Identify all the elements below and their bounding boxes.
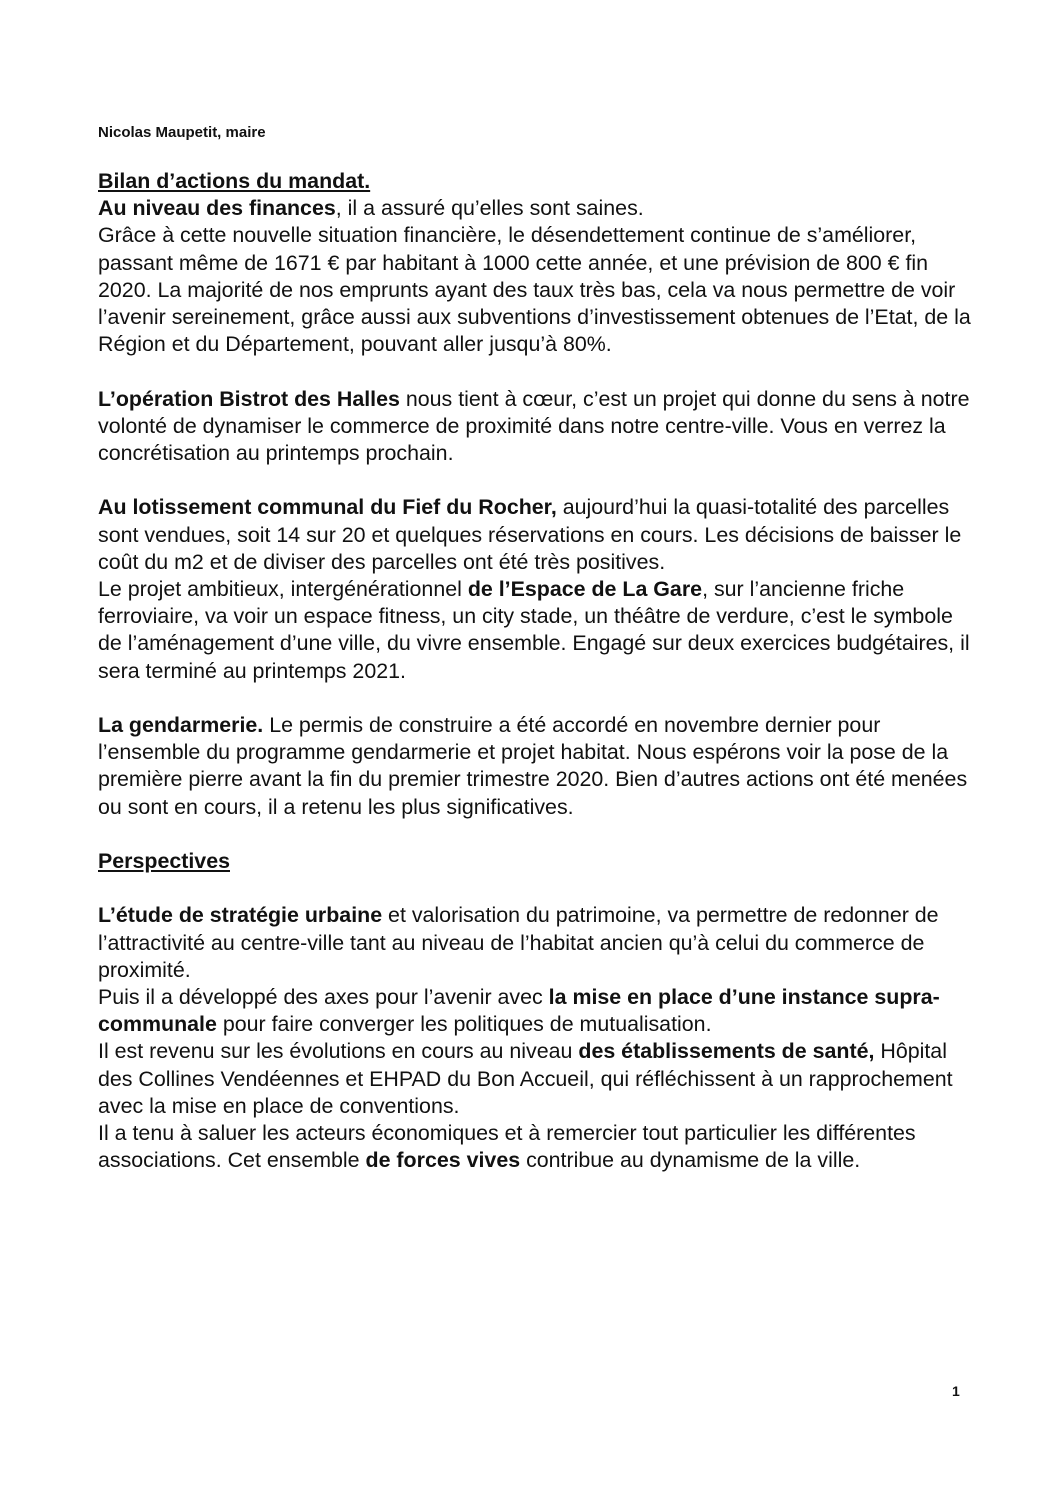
heading-perspectives: Perspectives bbox=[98, 849, 230, 874]
strategie-rest: et valorisation du patrimoine, va permettre de redonner de l’attractivité au centre-ville tant au niveau de l’habitat ancien qu’à celui du commerce de proximité. bbox=[98, 903, 939, 982]
paragraph-finances: Grâce à cette nouvelle situation financière, le désendettement continue de s’améliorer, passant même de 1671 € par habitant à 1000 cette année, et une prévision de 800 € fin 2020. La majorité de nos emprunts ayant des taux très bas, cela va nous permettre de voir l’avenir sereinement, grâce aussi aux subventions d’investissement obtenues de l’Etat, de la Région et du Département, pouvant aller jusqu’à 80%. bbox=[98, 223, 971, 357]
lotissement-lead: Au lotissement communal du Fief du Rocher, bbox=[98, 495, 557, 520]
lotissement-rest: aujourd’hui la quasi-totalité des parcelles sont vendues, soit 14 sur 20 et quelques réservations en cours. Les décisions de baisser le coût du m2 et de diviser des parcelles ont été très positives. bbox=[98, 495, 962, 574]
page-number: 1 bbox=[952, 1383, 960, 1399]
finances-rest: , il a assuré qu’elles sont saines. bbox=[335, 196, 644, 221]
supra-pre: Puis il a développé des axes pour l’avenir avec bbox=[98, 985, 549, 1010]
supra-post: pour faire converger les politiques de mutualisation. bbox=[216, 1012, 712, 1037]
paragraph-forces bbox=[98, 1120, 978, 1174]
supra-bold: la mise en place d’une instance supra-communale bbox=[98, 985, 940, 1037]
gare-post: , sur l’ancienne friche ferroviaire, va voir un espace fitness, un city stade, un théâtre de verdure, c’est le symbole de l’aménagement d’une ville, du vivre ensemble. Engagé sur deux exercices budgétaires, il sera terminé au printemps 2021. bbox=[98, 577, 970, 683]
paragraph-supra bbox=[98, 984, 978, 1038]
sante-bold: des établissements de santé, bbox=[578, 1039, 875, 1064]
gendarmerie-rest: Le permis de construire a été accordé en novembre dernier pour l’ensemble du programme gendarmerie et projet habitat. Nous espérons voir la pose de la première pierre avant la fin du premier trimestre 2020. Bien d’autres actions ont été menées ou sont en cours, il a retenu les plus significatives. bbox=[98, 713, 968, 819]
sante-post: Hôpital des Collines Vendéennes et EHPAD du Bon Accueil, qui réfléchissent à un rapprochement avec la mise en place de conventions. bbox=[98, 1039, 953, 1118]
gendarmerie-lead: La gendarmerie. bbox=[98, 713, 264, 738]
paragraph-sante bbox=[98, 1038, 978, 1120]
paragraph-gendarmerie bbox=[98, 712, 978, 821]
bistrot-rest: nous tient à cœur, c’est un projet qui donne du sens à notre volonté de dynamiser le commerce de proximité dans notre centre-ville. Vous en verrez la concrétisation au printemps prochain. bbox=[98, 386, 970, 466]
gare-bold: de l’Espace de La Gare bbox=[467, 577, 703, 602]
forces-pre: Il a tenu à saluer les acteurs économiques et à remercier tout particulier les différentes associations. Cet ensemble bbox=[98, 1121, 916, 1173]
heading-bilan: Bilan d’actions du mandat. bbox=[98, 169, 371, 193]
paragraph-strategie bbox=[98, 902, 978, 984]
paragraph-gare bbox=[98, 576, 978, 685]
paragraph-finances-intro bbox=[98, 195, 978, 222]
document-body bbox=[98, 168, 978, 1174]
sante-pre: Il est revenu sur les évolutions en cours au niveau bbox=[98, 1039, 579, 1064]
forces-bold: de forces vives bbox=[365, 1148, 521, 1173]
forces-post: contribue au dynamisme de la ville. bbox=[520, 1148, 861, 1173]
finances-lead: Au niveau des finances bbox=[98, 196, 336, 221]
strategie-lead: L’étude de stratégie urbaine bbox=[98, 903, 383, 928]
author-line: Nicolas Maupetit, maire bbox=[98, 124, 266, 141]
paragraph-lotissement bbox=[98, 494, 978, 576]
paragraph-bistrot bbox=[98, 386, 978, 468]
gare-pre: Le projet ambitieux, intergénérationnel bbox=[98, 577, 468, 602]
bistrot-lead: L’opération Bistrot des Halles bbox=[98, 386, 400, 411]
